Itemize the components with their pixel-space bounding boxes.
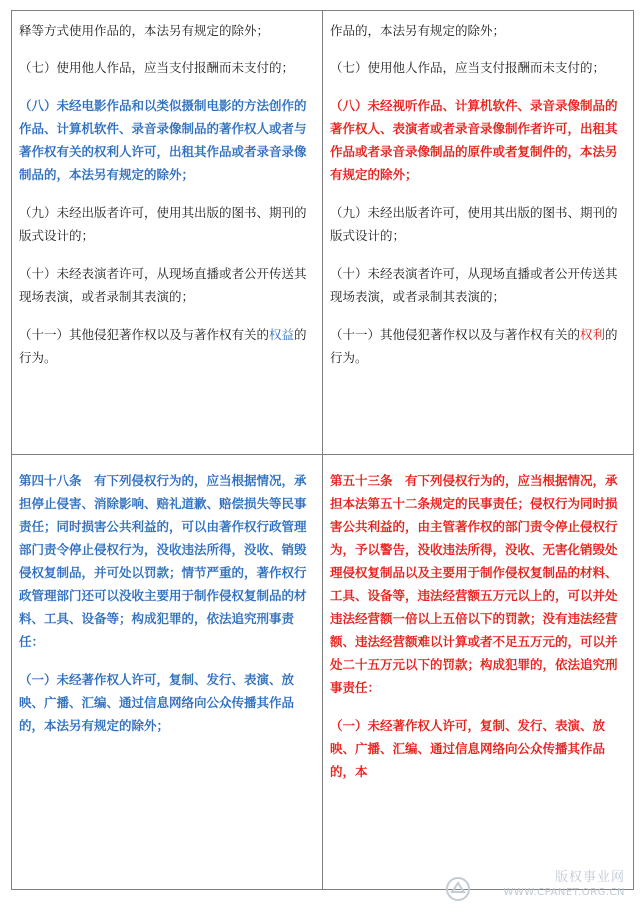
article-48-item-1: （一）未经著作权人许可，复制、发行、表演、放映、广播、汇编、通过信息网络向公众传播其作品的，本法另有规定的除外； xyxy=(19,672,295,733)
watermark xyxy=(503,870,625,900)
clause-11 xyxy=(19,323,315,369)
clause-9: （九）未经出版者许可，使用其出版的图书、期刊的版式设计的； xyxy=(330,205,618,243)
clause-text: 释等方式使用作品的，本法另有规定的除外； xyxy=(19,23,270,38)
new-law-cell xyxy=(323,455,634,890)
clause-11-tail: 的行为。 xyxy=(19,327,307,365)
article-48: 第四十八条 有下列侵权行为的，应当根据情况，承担停止侵害、消除影响、赔礼道歉、赔偿损失等民事责任；同时损害公共利益的，可以由著作权行政管理部门责令停止侵权行为，没收违法所得，没收、销毁侵权复制品，并可处以罚款；情节严重的，著作权行政管理部门还可以没收主要用于制作侵权复制品的材料、工具、设备等；构成犯罪的，依法追究刑事责任： xyxy=(19,473,307,649)
new-law-cell xyxy=(323,11,634,455)
old-law-cell xyxy=(12,11,323,455)
article-53-item-1: （一）未经著作权人许可，复制、发行、表演、放映、广播、汇编、通过信息网络向公众传播其作品的，本 xyxy=(330,718,606,779)
watermark-title: 版权事业网 xyxy=(554,870,625,885)
watermark-url: WWW.CPANET.ORG.CN xyxy=(503,887,625,898)
old-law-cell xyxy=(12,455,323,890)
clause-7: （七）使用他人作品，应当支付报酬而未支付的； xyxy=(19,60,295,75)
table-row xyxy=(12,11,634,455)
clause-11 xyxy=(330,323,626,369)
clause-text: 作品的，本法另有规定的除外； xyxy=(330,23,506,38)
comparison-table xyxy=(11,10,634,890)
clause-9: （九）未经出版者许可，使用其出版的图书、期刊的版式设计的； xyxy=(19,205,307,243)
clause-10: （十）未经表演者许可，从现场直播或者公开传送其现场表演，或者录制其表演的； xyxy=(19,266,307,304)
article-53: 第五十三条 有下列侵权行为的，应当根据情况，承担本法第五十二条规定的民事责任；侵权行为同时损害公共利益的，由主管著作权的部门责令停止侵权行为，予以警告，没收违法所得，没收、无害化销毁处理侵权复制品以及主要用于制作侵权复制品的材料、工具、设备等，违法经营额五万元以上的，可以并处违法经营额一倍以上五倍以下的罚款；没有违法经营额、违法经营额难以计算或者不足五万元的，可以并处二十五万元以下的罚款；构成犯罪的，依法追究刑事责任： xyxy=(330,473,618,695)
changed-word: 权利 xyxy=(580,327,606,342)
clause-8-changed: （八）未经电影作品和以类似摄制电影的方法创作的作品、计算机软件、录音录像制品的著作权人或者与著作权有关的权利人许可，出租其作品或者录音录像制品的，本法另有规定的除外； xyxy=(19,98,307,182)
clause-11-text: （十一）其他侵犯著作权以及与著作权有关的 xyxy=(19,327,270,342)
clause-11-text: （十一）其他侵犯著作权以及与著作权有关的 xyxy=(330,327,581,342)
watermark-logo-icon xyxy=(445,876,471,902)
table-row xyxy=(12,455,634,890)
changed-word: 权益 xyxy=(269,327,295,342)
clause-11-tail: 的行为。 xyxy=(330,327,618,365)
clause-8-changed: （八）未经视听作品、计算机软件、录音录像制品的著作权人、表演者或者录音录像制作者许可，出租其作品或者录音录像制品的原件或者复制件的，本法另有规定的除外； xyxy=(330,98,618,182)
clause-10: （十）未经表演者许可，从现场直播或者公开传送其现场表演，或者录制其表演的； xyxy=(330,266,618,304)
clause-7: （七）使用他人作品，应当支付报酬而未支付的； xyxy=(330,60,606,75)
